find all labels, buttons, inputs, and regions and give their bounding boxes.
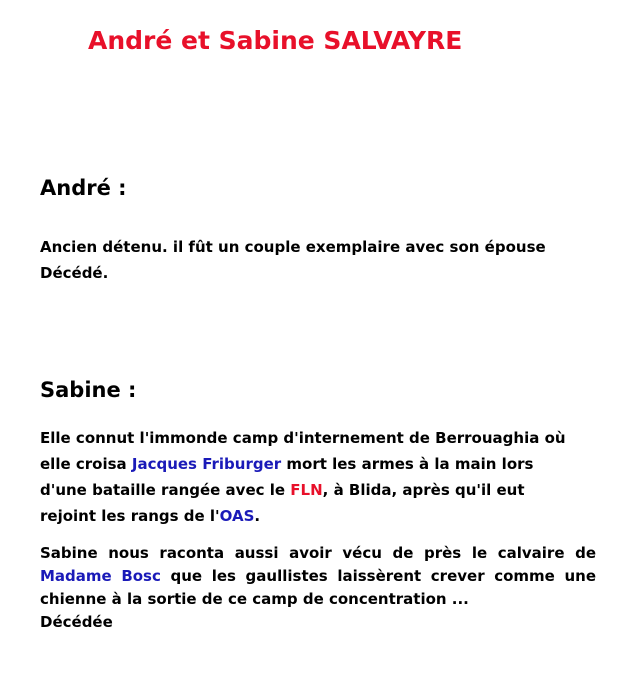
heading-sabine: Sabine : [40, 378, 137, 402]
sabine-paragraph-2 [40, 542, 596, 634]
sabine-p1-line-2-a: elle croisa [40, 455, 132, 473]
sabine-p1-line-3 [40, 477, 596, 503]
sabine-p2-line-4: Décédée [40, 613, 113, 631]
sabine-p2-line-3: chienne à la sortie de ce camp de concentration ... [40, 590, 469, 608]
oas-text: OAS [219, 507, 255, 525]
andre-line-1: Ancien détenu. il fût un couple exemplaire avec son épouse [40, 238, 546, 256]
sabine-paragraph-1 [40, 425, 596, 529]
sabine-p2-line-2 [40, 565, 596, 588]
sabine-p1-line-2 [40, 451, 596, 477]
heading-andre: André : [40, 176, 127, 200]
sabine-p1-line-4-a: rejoint les rangs de l' [40, 507, 220, 525]
sabine-p1-line-4-b: . [254, 507, 261, 525]
andre-line-2: Décédé. [40, 264, 109, 282]
sabine-p1-line-1: Elle connut l'immonde camp d'internement de Berrouaghia où [40, 429, 566, 447]
sabine-p2-line-2-b: que les gaullistes laissèrent crever comme une [160, 567, 596, 585]
fln-text: FLN [290, 481, 323, 499]
sabine-p1-line-2-b: mort les armes à la main lors [281, 455, 534, 473]
jacques-friburger-name: Jacques Friburger [131, 455, 282, 473]
page-title: André et Sabine SALVAYRE [88, 26, 463, 55]
sabine-p2-line-1: Sabine nous raconta aussi avoir vécu de près le calvaire de [40, 544, 596, 562]
sabine-p1-line-4 [40, 503, 596, 529]
sabine-p1-line-3-a: d'une bataille rangée avec le [40, 481, 291, 499]
sabine-p1-line-3-b: , à Blida, après qu'il eut [322, 481, 525, 499]
madame-bosc-name: Madame Bosc [40, 567, 161, 585]
andre-text [40, 234, 596, 286]
